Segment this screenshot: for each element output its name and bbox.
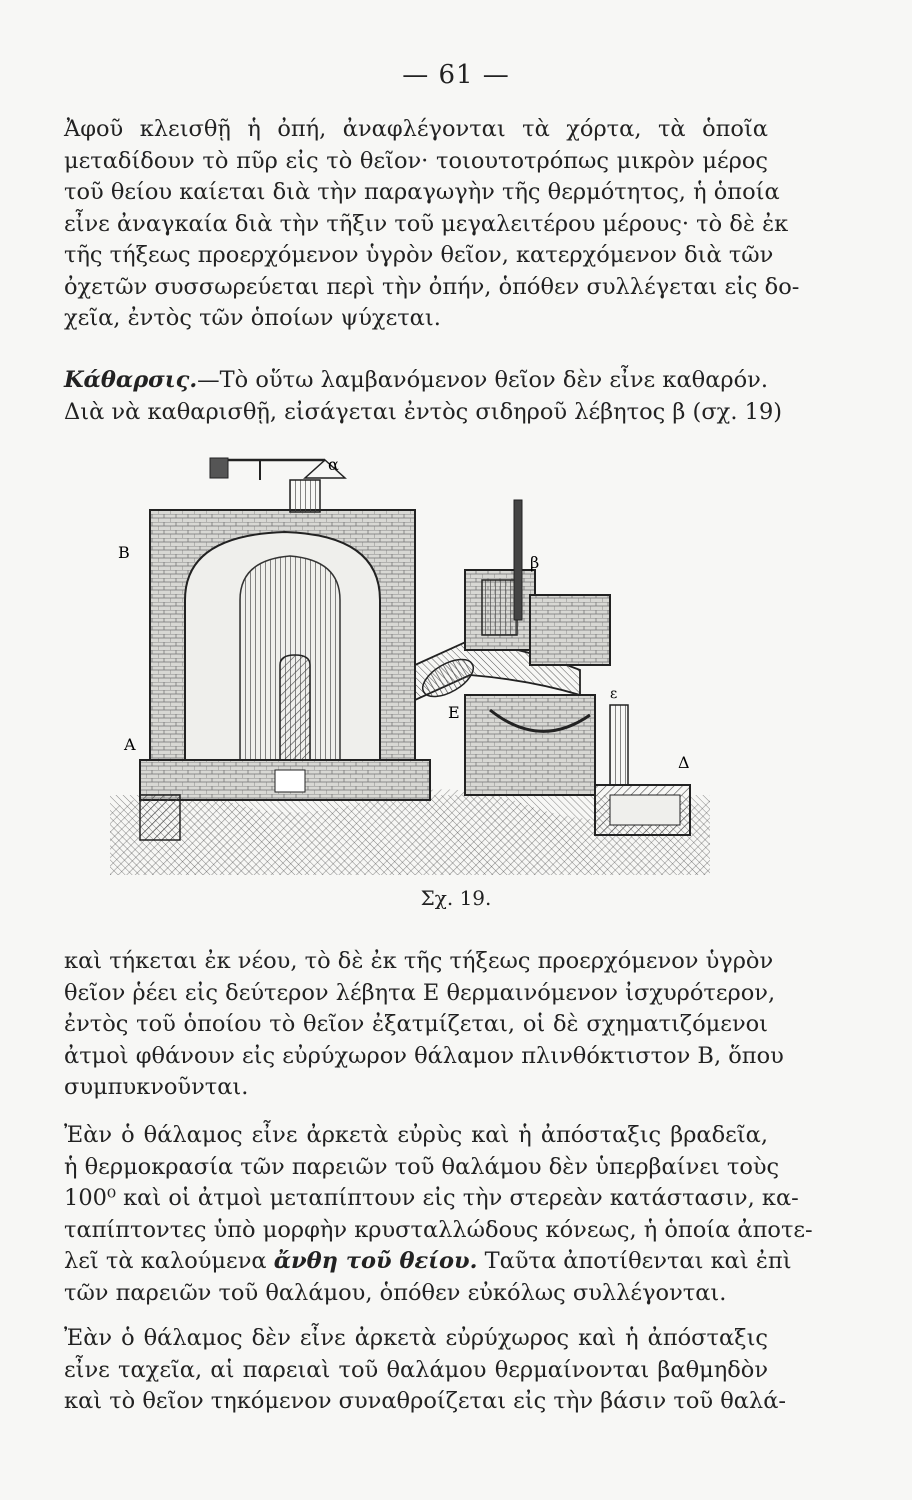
text-line: ὀχετῶν συσσωρεύεται περὶ τὴν ὀπήν, ὁπόθεν συλλέγεται εἰς δο- — [64, 273, 800, 300]
label-Delta: Δ — [678, 753, 690, 772]
text-line: τῶν παρειῶν τοῦ θαλάμου, ὁπόθεν εὐκόλως συλλέγονται. — [64, 1279, 727, 1306]
roof-vent — [290, 480, 320, 512]
text-line: καὶ τήκεται ἐκ νέου, τὸ δὲ ἐκ τῆς τήξεως προερχόμενον ὑγρὸν — [64, 948, 774, 974]
page-number: — 61 — — [402, 60, 510, 90]
text-line: ταπίπτοντες ὑπὸ μορφὴν κρυσταλλώδους κόνεως, ἡ ὁποία ἀποτε- — [64, 1216, 813, 1243]
text-run: —Τὸ οὕτω λαμβανόμενον θεῖον δὲν εἶνε καθαρόν. — [197, 367, 768, 393]
text-line: συμπυκνοῦνται. — [64, 1074, 249, 1100]
paragraph-3 — [64, 946, 784, 1104]
counterweight — [210, 458, 228, 478]
text-run: Ταῦτα ἀποτίθενται καὶ ἐπὶ — [477, 1248, 792, 1274]
paragraph-5 — [64, 1323, 786, 1418]
label-epsilon: ε — [610, 686, 618, 702]
text-line: εἶνε ἀναγκαία διὰ τὴν τῆξιν τοῦ μεγαλειτέρου μέρους· τὸ δὲ ἐκ — [64, 210, 789, 237]
text-line — [64, 1246, 792, 1278]
label-beta: β — [530, 553, 540, 572]
figure-caption: Σχ. 19. — [420, 886, 492, 910]
text-line: μεταδίδουν τὸ πῦρ εἰς τὸ θεῖον· τοιουτοτρόπως μικρὸν μέρος — [64, 147, 768, 174]
text-line: τῆς τήξεως προερχόμενον ὑγρὸν θεῖον, κατερχόμενον διὰ τῶν — [64, 242, 774, 268]
label-A: Α — [124, 735, 136, 754]
text-line: Ἀφοῦ κλεισθῇ ἡ ὀπή, ἀναφλέγονται τὰ χόρτα, τὰ ὁποῖα — [64, 116, 768, 142]
furnace-illustration — [110, 450, 710, 875]
label-E: Ε — [448, 703, 460, 722]
stirring-rod — [514, 500, 522, 620]
boiler-e — [465, 695, 595, 795]
text-line — [64, 365, 768, 397]
paragraph-1 — [64, 114, 800, 335]
text-line: Ἐὰν ὁ θάλαμος δὲν εἶνε ἀρκετὰ εὐρύχωρος καὶ ἡ ἀπόσταξις — [64, 1325, 768, 1351]
label-B: Β — [118, 543, 130, 562]
text-line: καὶ τὸ θεῖον τηκόμενον συναθροίζεται εἰς τὴν βάσιν τοῦ θαλά- — [64, 1388, 786, 1414]
text-line: Ἐὰν ὁ θάλαμος εἶνε ἀρκετὰ εὐρὺς καὶ ἡ ἀπόσταξις βραδεῖα, — [64, 1122, 768, 1148]
emphasized-term: ἄνθη τοῦ θείου. — [273, 1248, 478, 1274]
text-line: ἀτμοὶ φθάνουν εἰς εὐρύχωρον θάλαμον πλινθόκτιστον Β, ὅπου — [64, 1042, 784, 1069]
paragraph-4 — [64, 1120, 813, 1309]
text-line: χεῖα, ἐντὸς τῶν ὁποίων ψύχεται. — [64, 305, 441, 331]
text-line: 100⁰ καὶ οἱ ἀτμοὶ μεταπίπτουν εἰς τὴν στερεὰν κατάστασιν, κα- — [64, 1185, 799, 1211]
paragraph-2 — [64, 365, 783, 428]
text-line: θεῖον ῥέει εἰς δεύτερον λέβητα Ε θερμαινόμενον ἰσχυρότερον, — [64, 979, 776, 1006]
text-line: ἐντὸς τοῦ ὁποίου τὸ θεῖον ἐξατμίζεται, οἱ δὲ σχηματιζόμενοι — [64, 1011, 768, 1037]
text-run: λεῖ τὰ καλούμενα — [64, 1248, 274, 1274]
text-line: ἡ θερμοκρασία τῶν παρειῶν τοῦ θαλάμου δὲν ὑπερβαίνει τοὺς — [64, 1153, 780, 1180]
section-heading: Κάθαρσις. — [64, 367, 198, 393]
text-line: τοῦ θείου καίεται διὰ τὴν παραγωγὴν τῆς θερμότητος, ἡ ὁποία — [64, 179, 780, 205]
figure-19 — [110, 450, 710, 875]
text-line: εἶνε ταχεῖα, αἱ παρειαὶ τοῦ θαλάμου θερμαίνονται βαθμηδὸν — [64, 1356, 768, 1383]
label-a: α — [328, 455, 339, 474]
text-line: Διὰ νὰ καθαρισθῇ, εἰσάγεται ἐντὸς σιδηροῦ λέβητος β (σχ. 19) — [64, 398, 783, 425]
